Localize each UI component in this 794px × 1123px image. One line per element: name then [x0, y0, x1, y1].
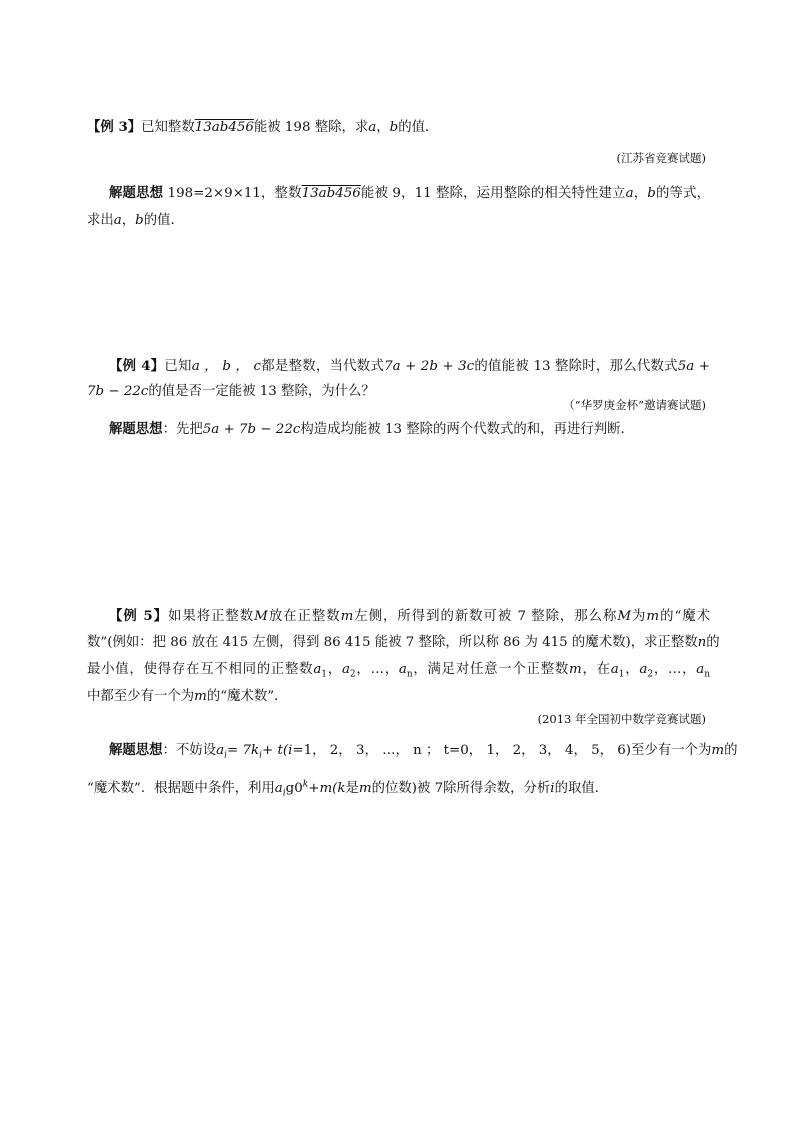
sub: n — [406, 669, 413, 680]
ex3-number: 13ab456 — [194, 120, 254, 135]
var-k: k — [337, 781, 346, 796]
var-b: b — [647, 186, 656, 201]
hint-label: 解题思想 — [109, 742, 163, 758]
hint-text: ：不妨设 — [162, 743, 217, 758]
ex5-source: (2013 年全国初中数学竞赛试题) — [537, 712, 706, 726]
var-a: a — [341, 662, 350, 677]
hint-text: 构造成均能被 13 整除的两个代数式的和，再进行判断． — [300, 422, 634, 437]
hint-text: “魔术数”．根据题中条件，利用 — [87, 781, 275, 796]
ex3-text: 能被 198 整除，求 — [253, 120, 369, 135]
ex4-text: 的值是否一定能被 13 整除，为什么？ — [148, 384, 375, 399]
ex5-text: 中都至少有一个为 — [87, 689, 195, 704]
sub: 1 — [321, 669, 328, 680]
var-a: a — [625, 186, 634, 201]
var-a: a — [398, 662, 407, 677]
var-a: a — [368, 120, 377, 135]
hint-text: 是 — [345, 781, 359, 796]
ex4-source: （“华罗庚金杯”邀请赛试题) — [563, 398, 706, 412]
ex3-number: 13ab456 — [301, 186, 361, 201]
ellipsis: … — [667, 662, 682, 677]
sep: ， — [121, 213, 136, 228]
sup: k — [302, 779, 309, 790]
ex5-question-line3 — [87, 660, 710, 680]
var-a: a — [639, 662, 648, 677]
ex4-hint — [87, 419, 710, 440]
var-a: a — [216, 743, 225, 758]
var-b: b — [389, 120, 399, 135]
sub: 1 — [618, 669, 625, 680]
var-m: m — [646, 609, 660, 624]
ex4-expr1: 7a + 2b + 3c — [384, 359, 475, 374]
sub: 2 — [349, 669, 356, 680]
sub: n — [704, 669, 711, 680]
var-i: i — [550, 781, 555, 796]
ex5-tag: 【例 5】 — [109, 608, 168, 624]
hint-text: 的取值． — [554, 781, 609, 796]
ex3-hint-line1 — [87, 183, 710, 204]
sep: ， — [624, 662, 640, 677]
ex5-text: 的 — [706, 635, 720, 650]
var-m: m — [358, 781, 372, 796]
sep: ， — [681, 662, 697, 677]
sep: ， — [653, 662, 668, 677]
sep: ， — [327, 662, 342, 677]
ex4-tag: 【例 4】 — [109, 358, 165, 374]
ex4-vars: a ， b ， c — [191, 359, 262, 374]
var-a: a — [274, 781, 283, 796]
hint-label: 解题思想 — [109, 421, 163, 437]
ex3-hint-line2 — [87, 211, 710, 231]
ex5-hint-line2 — [87, 779, 710, 799]
hint-eq: = 7k — [227, 743, 260, 758]
sub: i — [259, 750, 263, 761]
hint-text: 的位数)被 7除所得余数，分析 — [371, 781, 551, 796]
var-M: M — [617, 609, 632, 624]
hint-label: 解题思想 — [109, 185, 164, 201]
sub: i — [224, 750, 227, 761]
var-a: a — [610, 662, 619, 677]
ex5-text: 数”(例如：把 86 放在 415 左侧，得到 86 415 能被 7 整除，所以称 86 为 415 的魔术数)，求正整数 — [87, 635, 698, 650]
hint-text: 求出 — [87, 213, 114, 228]
ex5-text: ，满足对任意一个正整数 — [412, 662, 569, 677]
ex3-tag: 【例 3】 — [87, 119, 142, 135]
ex5-text: 如果将正整数 — [168, 609, 255, 624]
ex5-text: 为 — [631, 609, 647, 624]
var-a: a — [313, 662, 322, 677]
ex4-expr2: 5a + — [677, 359, 710, 374]
ellipsis: … — [370, 662, 384, 677]
ex4-hint-expr: 5a + 7b − 22c — [202, 422, 301, 437]
ex4-expr2: 7b − 22c — [87, 384, 149, 399]
sep: ， — [633, 186, 648, 201]
ex3-question — [87, 117, 710, 138]
ex4-text: 已知 — [164, 359, 192, 374]
sep: ， — [383, 662, 399, 677]
ex5-text: 的“魔术数”． — [206, 689, 288, 704]
ex3-text: 已知整数 — [141, 120, 195, 135]
hint-text: 198=2×9×11，整数 — [163, 186, 302, 201]
hint-text: 的 — [724, 743, 738, 758]
var-m: m — [711, 743, 725, 758]
hint-eq: +m( — [308, 781, 338, 796]
hint-text: ：先把 — [162, 422, 203, 437]
sep: ， — [355, 662, 371, 677]
ex5-question-line2 — [87, 633, 720, 653]
var-a: a — [113, 213, 122, 228]
hint-eq: + t(i — [262, 743, 293, 758]
ex5-text: 最小值，使得存在互不相同的正整数 — [87, 662, 314, 677]
ex4-text: 都是整数，当代数式 — [261, 359, 385, 374]
ex5-question-line4 — [87, 687, 710, 707]
var-a: a — [696, 662, 705, 677]
var-M: M — [254, 609, 268, 624]
ex5-text: 放在正整数 — [267, 609, 341, 624]
ex5-question-line1 — [87, 606, 710, 627]
ex4-question-line1 — [87, 356, 710, 377]
var-m: m — [340, 609, 354, 624]
var-m: m — [568, 662, 582, 677]
sub: i — [282, 788, 286, 799]
var-n: n — [697, 635, 707, 650]
ex3-source: (江苏省竞赛试题) — [616, 151, 706, 165]
sub: 2 — [647, 669, 654, 680]
ex4-text: 的值能被 13 整除时，那么代数式 — [474, 359, 678, 374]
var-m: m — [194, 689, 207, 704]
hint-eq: g0 — [285, 781, 303, 796]
hint-text: 的值． — [143, 213, 184, 228]
hint-text: =1， 2， 3， …， n ； t=0， 1， 2， 3， 4， 5， 6)至少有一个为 — [292, 743, 712, 758]
ex5-text: 的“魔术 — [659, 609, 711, 624]
ex3-text: 的值． — [398, 120, 439, 135]
ex5-text: ，在 — [581, 662, 611, 677]
hint-text: 能被 9，11 整除，运用整除的相关特性建立 — [360, 186, 626, 201]
var-b: b — [135, 213, 144, 228]
sep: ， — [376, 120, 390, 135]
ex5-text: 左侧，所得到的新数可被 7 整除，那么称 — [353, 609, 618, 624]
hint-text: 的等式， — [655, 186, 710, 201]
ex5-hint-line1 — [87, 740, 738, 761]
